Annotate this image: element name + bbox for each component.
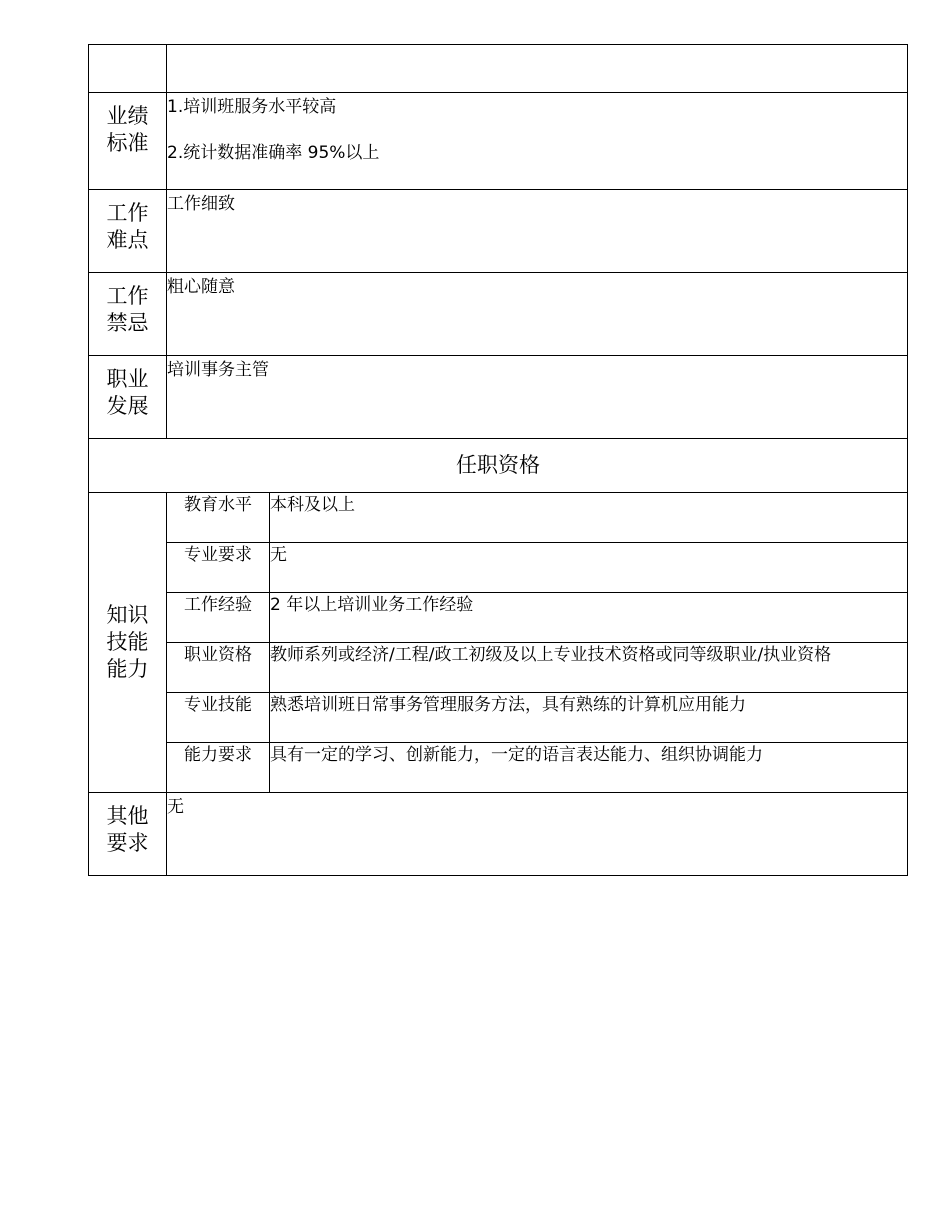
- experience-value: 2 年以上培训业务工作经验: [270, 593, 908, 643]
- ksa-label-line-2: 技能: [106, 630, 149, 654]
- qualification-row: [89, 593, 908, 643]
- performance-line-1: 1.培训班服务水平较高: [167, 97, 337, 117]
- career-label: [89, 356, 167, 439]
- difficulty-value: [167, 190, 908, 273]
- certification-value: 教师系列或经济/工程/政工初级及以上专业技术资格或同等级职业/执业资格: [270, 643, 908, 693]
- certification-label: 职业资格: [167, 643, 270, 693]
- difficulty-row: [89, 190, 908, 273]
- performance-label: [89, 93, 167, 190]
- ability-label: 能力要求: [167, 743, 270, 793]
- difficulty-text: 工作细致: [167, 194, 235, 214]
- other-text: 无: [167, 797, 184, 817]
- taboo-label: [89, 273, 167, 356]
- major-value: 无: [270, 543, 908, 593]
- major-label: 专业要求: [167, 543, 270, 593]
- empty-label-cell: [89, 45, 167, 93]
- taboo-label-line-1: 工作: [106, 284, 149, 308]
- other-label-line-2: 要求: [106, 831, 149, 855]
- difficulty-label-line-1: 工作: [106, 201, 149, 225]
- performance-label-line-2: 标准: [106, 131, 149, 155]
- career-text: 培训事务主管: [167, 360, 269, 380]
- performance-line-2: 2.统计数据准确率 95%以上: [167, 143, 380, 163]
- qualification-row: [89, 543, 908, 593]
- skills-value: 熟悉培训班日常事务管理服务方法，具有熟练的计算机应用能力: [270, 693, 908, 743]
- empty-row: [89, 45, 908, 93]
- other-label-line-1: 其他: [106, 804, 149, 828]
- difficulty-label: [89, 190, 167, 273]
- qualification-row: [89, 743, 908, 793]
- taboo-value: [167, 273, 908, 356]
- qualification-row: [89, 643, 908, 693]
- education-label: 教育水平: [167, 493, 270, 543]
- empty-value-cell: [167, 45, 908, 93]
- qualification-row: [89, 493, 908, 543]
- career-label-line-1: 职业: [106, 367, 149, 391]
- other-label: [89, 793, 167, 876]
- career-value: [167, 356, 908, 439]
- knowledge-skill-ability-label: [89, 493, 167, 793]
- experience-label: 工作经验: [167, 593, 270, 643]
- education-value: 本科及以上: [270, 493, 908, 543]
- performance-value: [167, 93, 908, 190]
- difficulty-label-line-2: 难点: [106, 228, 149, 252]
- taboo-label-line-2: 禁忌: [106, 311, 149, 335]
- performance-row: [89, 93, 908, 190]
- ksa-label-line-1: 知识: [106, 603, 149, 627]
- qualifications-title: 任职资格: [89, 439, 908, 493]
- performance-label-line-1: 业绩: [106, 104, 149, 128]
- taboo-text: 粗心随意: [167, 277, 235, 297]
- other-value: [167, 793, 908, 876]
- qualifications-header-row: [89, 439, 908, 493]
- taboo-row: [89, 273, 908, 356]
- career-label-line-2: 发展: [106, 394, 149, 418]
- other-row: [89, 793, 908, 876]
- qualification-row: [89, 693, 908, 743]
- ksa-label-line-3: 能力: [106, 657, 149, 681]
- career-row: [89, 356, 908, 439]
- job-description-table: [88, 44, 908, 876]
- ability-value: 具有一定的学习、创新能力，一定的语言表达能力、组织协调能力: [270, 743, 908, 793]
- skills-label: 专业技能: [167, 693, 270, 743]
